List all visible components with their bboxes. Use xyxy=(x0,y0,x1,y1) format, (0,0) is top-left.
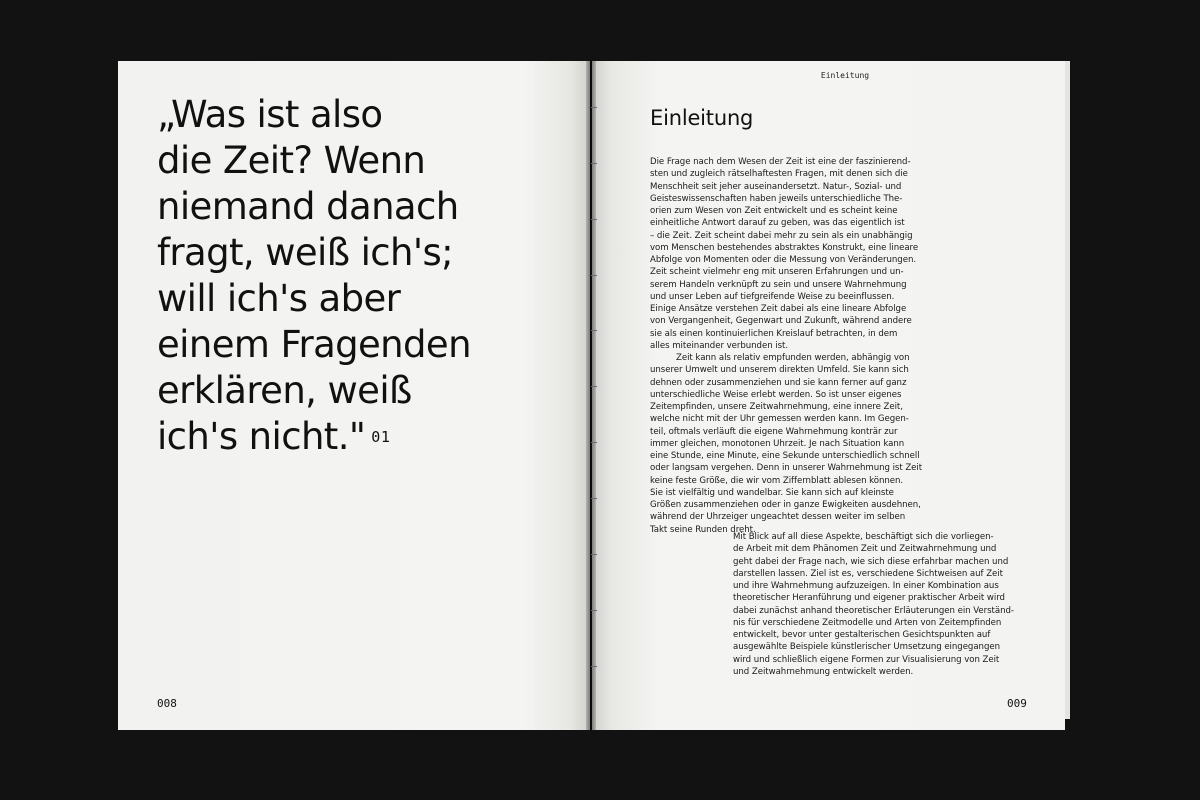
text-line: – die Zeit. Zeit scheint dabei mehr zu sein als ein unabhängig xyxy=(650,230,913,241)
quote-line: niemand danach xyxy=(157,185,459,228)
text-line: Zeit kann als relativ empfunden werden, abhängig von xyxy=(676,353,910,363)
text-line: darstellen lassen. Ziel ist es, verschiedene Sichtweisen auf Zeit xyxy=(733,568,1003,579)
text-line: serem Handeln verknüpft zu sein und unsere Wahrnehmung xyxy=(650,279,907,290)
binding-tab xyxy=(591,163,597,164)
binding-tab xyxy=(591,610,597,611)
quote-line: fragt, weiß ich's; xyxy=(157,231,453,274)
text-line: geht dabei der Frage nach, wie sich diese erfahrbar machen und xyxy=(733,556,1009,567)
pull-quote xyxy=(157,92,577,460)
page-number-right: 009 xyxy=(1007,697,1027,710)
text-line: vom Menschen bestehendes abstraktes Konstrukt, eine lineare xyxy=(650,242,919,253)
binding-tab xyxy=(591,219,597,220)
footnote-reference: 01 xyxy=(371,428,391,446)
text-line: wird und schließlich eigene Formen zur Visualisierung von Zeit xyxy=(733,654,1000,665)
chapter-title: Einleitung xyxy=(650,106,754,130)
text-line: einheitliche Antwort darauf zu geben, was das eigentlich ist xyxy=(650,218,905,229)
text-line: immer gleichen, monotonen Uhrzeit. Je nach Situation kann xyxy=(650,438,905,449)
text-line: alles miteinander verbunden ist. xyxy=(650,340,789,351)
text-line: Die Frage nach dem Wesen der Zeit ist eine der faszinierend- xyxy=(650,157,911,167)
text-line: entwickelt, bevor unter gestalterischen Gesichtspunkten auf xyxy=(733,630,991,640)
text-line: Mit Blick auf all diese Aspekte, beschäftigt sich die vorliegen- xyxy=(733,532,994,542)
page-number-left: 008 xyxy=(157,697,177,710)
text-line: orien zum Wesen von Zeit entwickelt und es scheint keine xyxy=(650,206,898,216)
quote-line: erklären, weiß xyxy=(157,369,412,412)
binding-tab xyxy=(591,498,597,499)
text-line: teil, oftmals verläuft die eigene Wahrnehmung konträr zur xyxy=(650,426,898,437)
text-line: und Zeitwahrnehmung entwickelt werden. xyxy=(733,666,914,677)
binding-tab xyxy=(591,107,597,108)
quote-line: die Zeit? Wenn xyxy=(157,139,426,182)
binding-tab xyxy=(591,554,597,555)
text-line: keine feste Größe, die wir vom Ziffernblatt ablesen können. xyxy=(650,475,904,486)
text-line: theoretischer Heranführung und eigener praktischer Arbeit wird xyxy=(733,593,1005,604)
text-line: Einige Ansätze verstehen Zeit dabei als eine lineare Abfolge xyxy=(650,304,907,314)
binding-tab xyxy=(591,442,597,443)
text-line: sie als einen kontinuierlichen Kreislauf betrachten, in dem xyxy=(650,328,898,339)
text-line: unserer Umwelt und unserem direkten Umfeld. Sie kann sich xyxy=(650,365,909,376)
text-line: Takt seine Runden dreht. xyxy=(650,524,756,535)
quote-line: einem Fragenden xyxy=(157,323,471,366)
text-line: Größen zusammenziehen oder in ganze Ewigkeiten ausdehnen, xyxy=(650,500,921,510)
text-line: welche nicht mit der Uhr gemessen werden kann. Im Gegen- xyxy=(650,414,909,425)
binding-tab xyxy=(591,666,597,667)
text-line: sten und zugleich rätselhaftesten Fragen, mit denen sich die xyxy=(650,169,908,180)
binding-tab xyxy=(591,330,597,331)
text-line: während der Uhrzeiger ungeachtet dessen weiter im selben xyxy=(650,512,906,523)
text-line: von Vergangenheit, Gegenwart und Zukunft, während andere xyxy=(650,316,912,327)
text-line: oder langsam vergehen. Denn in unserer Wahrnehmung ist Zeit xyxy=(650,463,923,474)
body-text-block xyxy=(650,156,922,536)
text-line: dehnen oder zusammenziehen und sie kann ferner auf ganz xyxy=(650,377,907,388)
text-line: Zeitempfinden, unsere Zeitwahrnehmung, eine innere Zeit, xyxy=(650,402,903,412)
binding-tabs xyxy=(591,0,597,800)
text-line: Sie ist vielfältig und wandelbar. Sie kann sich auf kleinste xyxy=(650,487,894,498)
text-line: unterschiedliche Weise erlebt werden. So ist unser eigenes xyxy=(650,389,902,400)
quote-line: „Was ist also xyxy=(157,93,383,136)
binding-tab xyxy=(591,275,597,276)
running-head: Einleitung xyxy=(820,71,870,80)
text-line: dabei zunächst anhand theoretischer Erläuterungen ein Verständ- xyxy=(733,605,1014,616)
text-line: nis für verschiedene Zeitmodelle und Arten von Zeitempfinden xyxy=(733,617,1002,628)
quote-line: ich's nicht." xyxy=(157,415,366,458)
text-line: Menschheit seit jeher auseinandersetzt. Natur-, Sozial- und xyxy=(650,181,902,192)
text-line: Geisteswissenschaften haben jeweils unterschiedliche The- xyxy=(650,193,903,204)
body-text-block xyxy=(733,531,1014,678)
text-line: Abfolge von Momenten oder die Messung von Veränderungen. xyxy=(650,255,917,265)
text-line: eine Stunde, eine Minute, eine Sekunde unterschiedlich schnell xyxy=(650,451,920,461)
text-line: und unser Leben auf tiefgreifende Weise zu beeinflussen. xyxy=(650,291,895,302)
text-line: und ihre Wahrnehmung aufzuzeigen. In einer Kombination aus xyxy=(733,581,999,591)
text-line: de Arbeit mit dem Phänomen Zeit und Zeitwahrnehmung und xyxy=(733,544,997,555)
quote-line: will ich's aber xyxy=(157,277,401,320)
text-line: ausgewählte Beispiele künstlerischer Umsetzung eingegangen xyxy=(733,642,1000,653)
text-line: Zeit scheint vielmehr eng mit unseren Erfahrungen und un- xyxy=(650,267,904,278)
binding-tab xyxy=(591,386,597,387)
